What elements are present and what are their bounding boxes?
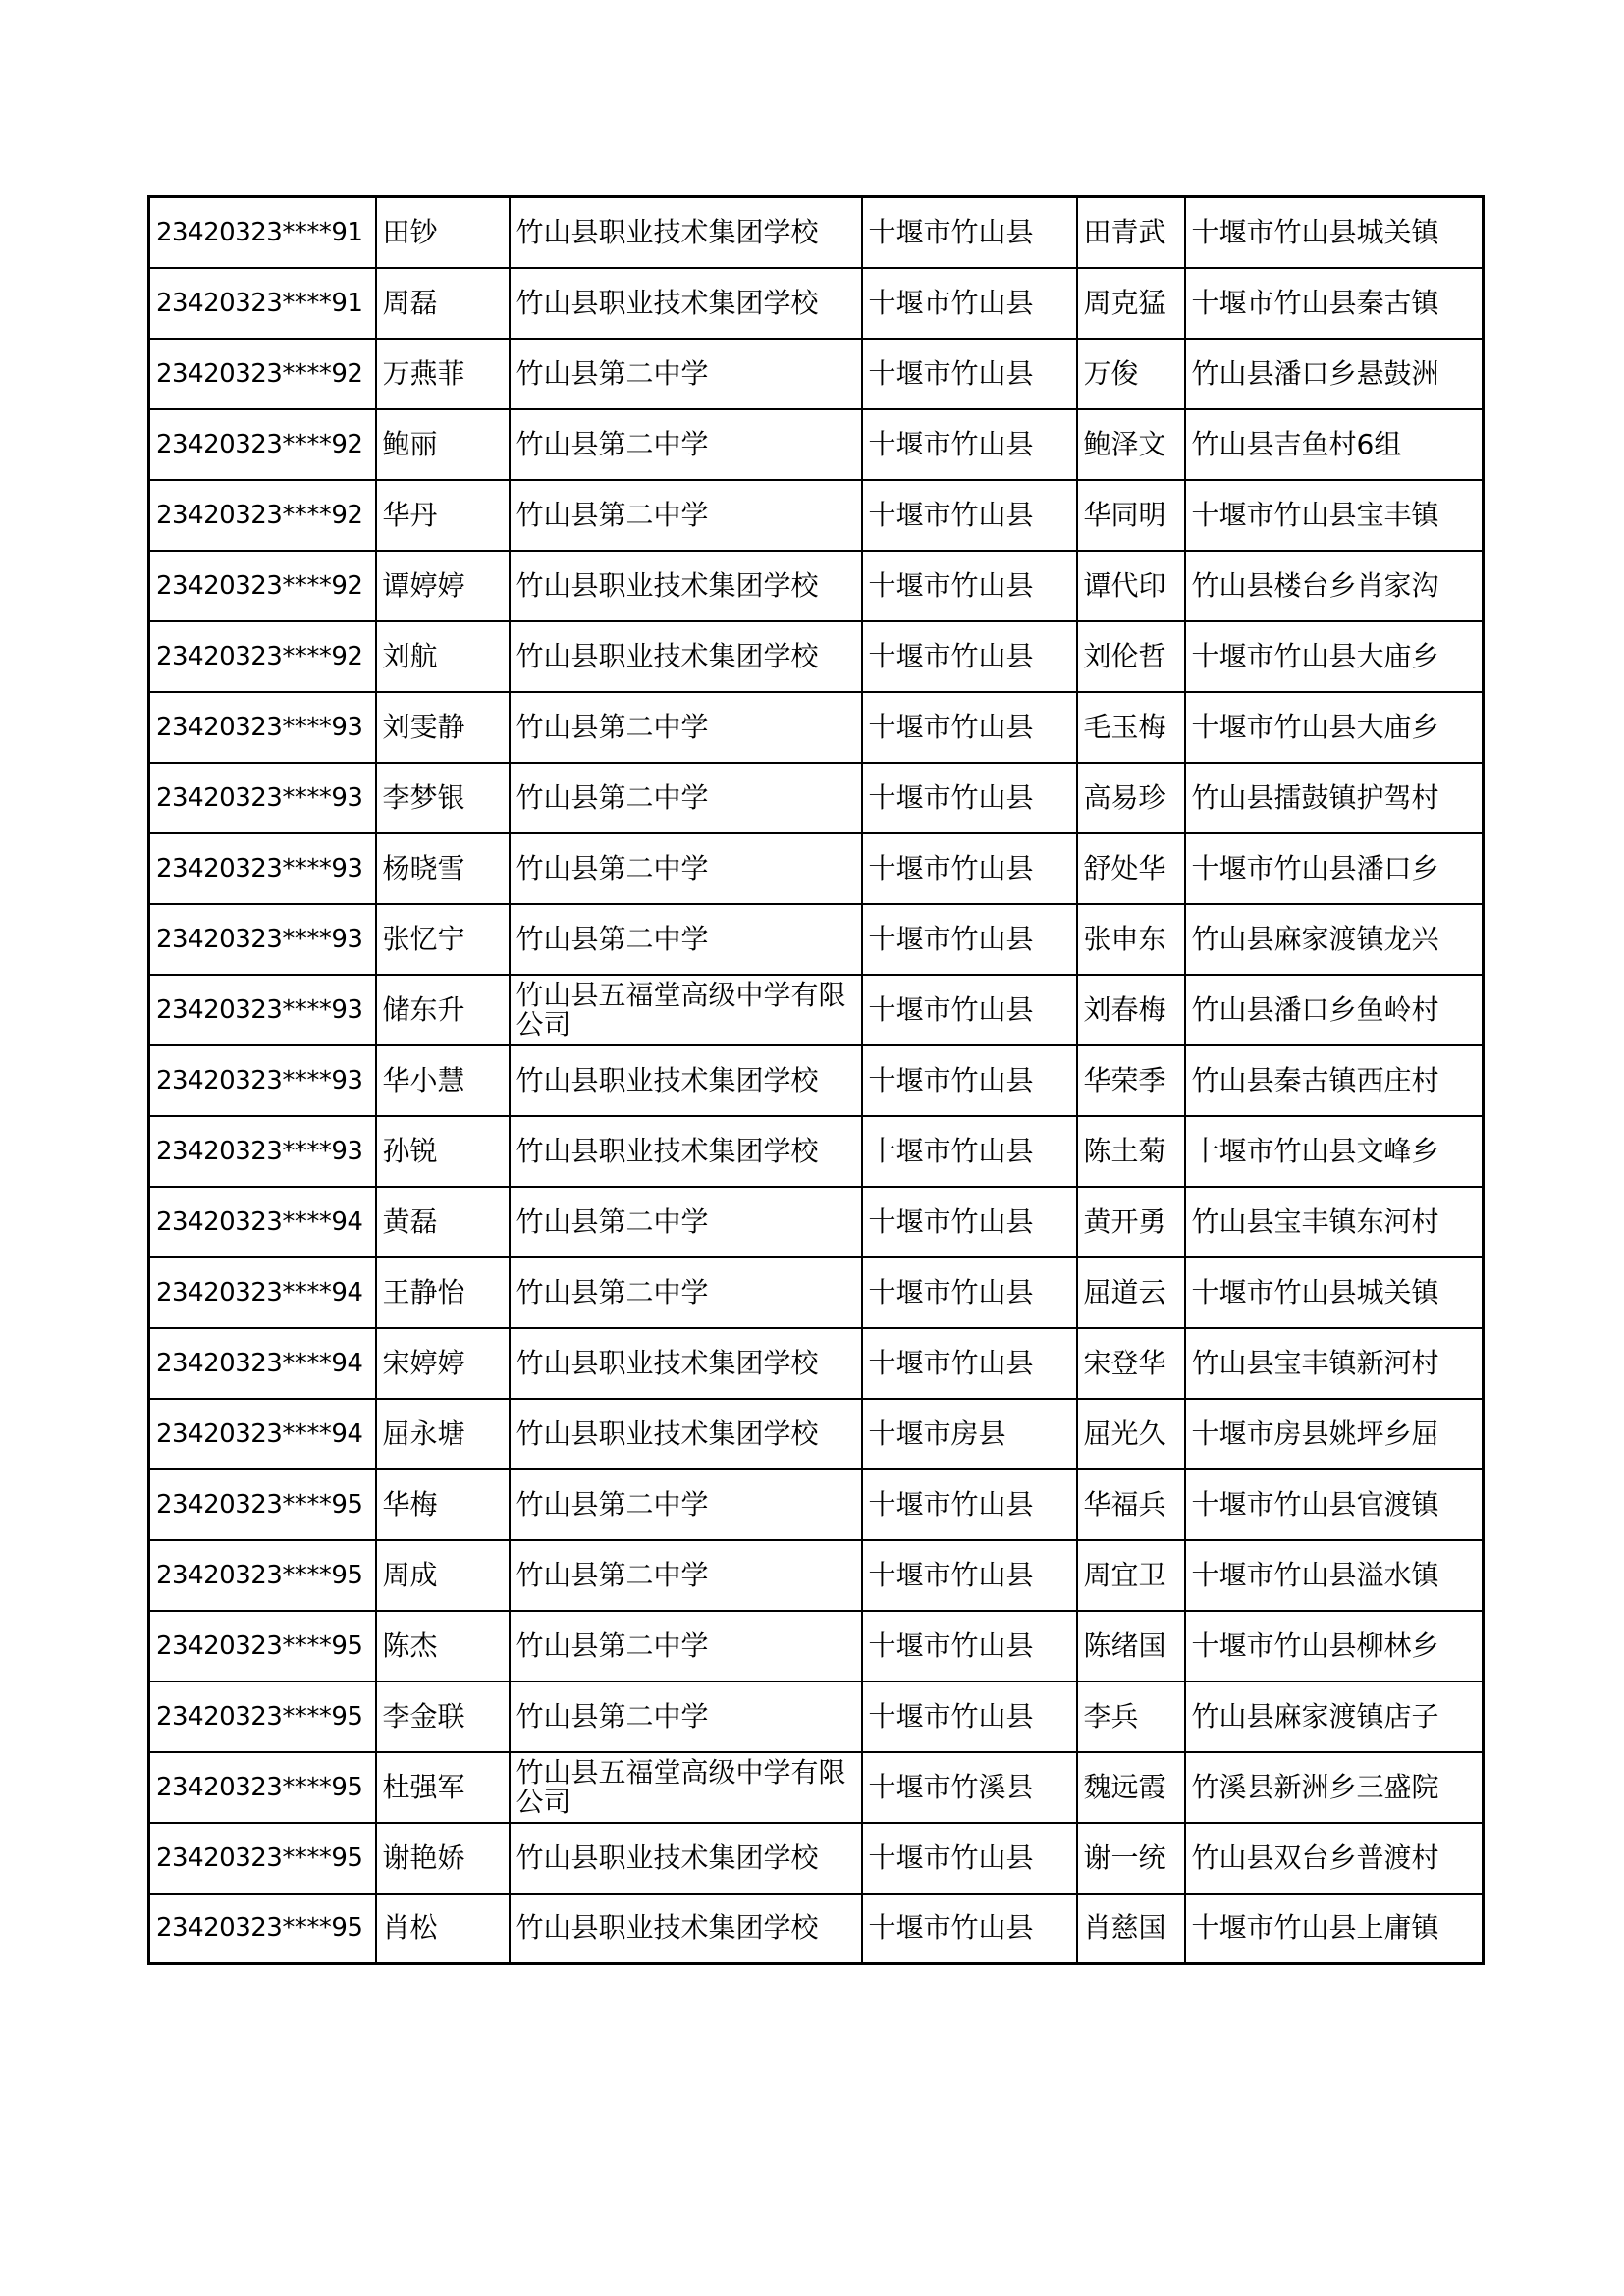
cell-school: 竹山县第二中学 [510,1682,862,1752]
table-row [149,1682,1484,1752]
cell-student-name: 李金联 [376,1682,510,1752]
cell-address: 竹山县吉鱼村6组 [1185,409,1484,480]
cell-address: 十堰市竹山县宝丰镇 [1185,480,1484,551]
table-row [149,1469,1484,1540]
cell-region: 十堰市竹山县 [862,904,1077,975]
cell-school: 竹山县职业技术集团学校 [510,551,862,621]
table-row [149,1257,1484,1328]
table-row [149,904,1484,975]
cell-id-number: 23420323****94 [149,1187,376,1257]
cell-address: 十堰市竹山县官渡镇 [1185,1469,1484,1540]
table-row [149,1045,1484,1116]
cell-region: 十堰市竹山县 [862,1469,1077,1540]
cell-address: 十堰市竹山县溢水镇 [1185,1540,1484,1611]
cell-student-name: 华梅 [376,1469,510,1540]
cell-guardian-name: 华同明 [1077,480,1185,551]
cell-address: 十堰市房县姚坪乡屈 [1185,1399,1484,1469]
cell-guardian-name: 鲍泽文 [1077,409,1185,480]
cell-id-number: 23420323****93 [149,975,376,1045]
cell-id-number: 23420323****95 [149,1752,376,1823]
cell-region: 十堰市竹山县 [862,692,1077,763]
cell-region: 十堰市竹山县 [862,409,1077,480]
cell-guardian-name: 屈光久 [1077,1399,1185,1469]
cell-student-name: 谢艳娇 [376,1823,510,1894]
cell-address: 十堰市竹山县大庙乡 [1185,621,1484,692]
table-row [149,1540,1484,1611]
cell-student-name: 华小慧 [376,1045,510,1116]
cell-id-number: 23420323****94 [149,1399,376,1469]
cell-id-number: 23420323****95 [149,1611,376,1682]
cell-student-name: 王静怡 [376,1257,510,1328]
table-row [149,1611,1484,1682]
cell-school: 竹山县第二中学 [510,1611,862,1682]
table-row [149,1752,1484,1823]
cell-id-number: 23420323****95 [149,1469,376,1540]
cell-id-number: 23420323****93 [149,833,376,904]
cell-school: 竹山县第二中学 [510,904,862,975]
cell-school: 竹山县职业技术集团学校 [510,621,862,692]
cell-student-name: 肖松 [376,1894,510,1964]
cell-id-number: 23420323****93 [149,692,376,763]
cell-guardian-name: 张申东 [1077,904,1185,975]
cell-student-name: 田钞 [376,197,510,268]
table-row [149,339,1484,409]
cell-school: 竹山县第二中学 [510,409,862,480]
cell-school: 竹山县第二中学 [510,480,862,551]
cell-id-number: 23420323****93 [149,763,376,833]
cell-region: 十堰市竹山县 [862,480,1077,551]
cell-school: 竹山县第二中学 [510,1187,862,1257]
cell-address: 竹溪县新洲乡三盛院 [1185,1752,1484,1823]
cell-address: 竹山县潘口乡鱼岭村 [1185,975,1484,1045]
cell-school: 竹山县职业技术集团学校 [510,1116,862,1187]
cell-region: 十堰市竹溪县 [862,1752,1077,1823]
table-row [149,1328,1484,1399]
cell-id-number: 23420323****95 [149,1540,376,1611]
cell-address: 十堰市竹山县城关镇 [1185,1257,1484,1328]
cell-school: 竹山县职业技术集团学校 [510,1823,862,1894]
cell-student-name: 周磊 [376,268,510,339]
cell-id-number: 23420323****92 [149,339,376,409]
cell-school: 竹山县第二中学 [510,833,862,904]
cell-school: 竹山县第二中学 [510,339,862,409]
cell-student-name: 储东升 [376,975,510,1045]
cell-school: 竹山县第二中学 [510,1257,862,1328]
cell-student-name: 刘雯静 [376,692,510,763]
cell-guardian-name: 黄开勇 [1077,1187,1185,1257]
cell-id-number: 23420323****93 [149,1116,376,1187]
cell-address: 十堰市竹山县秦古镇 [1185,268,1484,339]
cell-region: 十堰市竹山县 [862,1611,1077,1682]
cell-region: 十堰市竹山县 [862,1116,1077,1187]
cell-address: 竹山县宝丰镇新河村 [1185,1328,1484,1399]
cell-region: 十堰市竹山县 [862,1823,1077,1894]
cell-guardian-name: 陈土菊 [1077,1116,1185,1187]
cell-region: 十堰市竹山县 [862,197,1077,268]
cell-region: 十堰市竹山县 [862,1187,1077,1257]
table-row [149,975,1484,1045]
table-row [149,1823,1484,1894]
cell-student-name: 刘航 [376,621,510,692]
table-row [149,1116,1484,1187]
cell-guardian-name: 舒处华 [1077,833,1185,904]
table-row [149,409,1484,480]
cell-student-name: 周成 [376,1540,510,1611]
table-row [149,1399,1484,1469]
cell-guardian-name: 肖慈国 [1077,1894,1185,1964]
cell-guardian-name: 万俊 [1077,339,1185,409]
cell-address: 竹山县宝丰镇东河村 [1185,1187,1484,1257]
cell-school: 竹山县职业技术集团学校 [510,1045,862,1116]
cell-guardian-name: 华荣季 [1077,1045,1185,1116]
cell-address: 十堰市竹山县大庙乡 [1185,692,1484,763]
table-row [149,197,1484,268]
cell-address: 竹山县麻家渡镇店子 [1185,1682,1484,1752]
cell-region: 十堰市竹山县 [862,1045,1077,1116]
table-row [149,763,1484,833]
cell-student-name: 屈永塘 [376,1399,510,1469]
cell-school: 竹山县第二中学 [510,692,862,763]
cell-id-number: 23420323****92 [149,551,376,621]
cell-address: 十堰市竹山县柳林乡 [1185,1611,1484,1682]
cell-guardian-name: 魏远霞 [1077,1752,1185,1823]
table-row [149,621,1484,692]
cell-school: 竹山县第二中学 [510,1540,862,1611]
cell-student-name: 鲍丽 [376,409,510,480]
cell-region: 十堰市竹山县 [862,833,1077,904]
cell-address: 十堰市竹山县潘口乡 [1185,833,1484,904]
table-row [149,692,1484,763]
cell-school: 竹山县五福堂高级中学有限公司 [510,975,862,1045]
cell-school: 竹山县职业技术集团学校 [510,1399,862,1469]
cell-id-number: 23420323****95 [149,1682,376,1752]
cell-address: 竹山县楼台乡肖家沟 [1185,551,1484,621]
cell-region: 十堰市竹山县 [862,1328,1077,1399]
cell-address: 竹山县擂鼓镇护驾村 [1185,763,1484,833]
cell-address: 十堰市竹山县上庸镇 [1185,1894,1484,1964]
cell-guardian-name: 刘春梅 [1077,975,1185,1045]
cell-guardian-name: 周宜卫 [1077,1540,1185,1611]
cell-school: 竹山县职业技术集团学校 [510,1328,862,1399]
cell-region: 十堰市竹山县 [862,268,1077,339]
cell-student-name: 孙锐 [376,1116,510,1187]
cell-guardian-name: 周克猛 [1077,268,1185,339]
cell-guardian-name: 毛玉梅 [1077,692,1185,763]
cell-guardian-name: 谭代印 [1077,551,1185,621]
cell-student-name: 李梦银 [376,763,510,833]
cell-student-name: 华丹 [376,480,510,551]
cell-id-number: 23420323****92 [149,621,376,692]
cell-student-name: 张忆宁 [376,904,510,975]
cell-student-name: 黄磊 [376,1187,510,1257]
cell-guardian-name: 田青武 [1077,197,1185,268]
cell-id-number: 23420323****91 [149,197,376,268]
cell-address: 十堰市竹山县城关镇 [1185,197,1484,268]
cell-guardian-name: 宋登华 [1077,1328,1185,1399]
cell-id-number: 23420323****95 [149,1894,376,1964]
table-row [149,1894,1484,1964]
cell-address: 十堰市竹山县文峰乡 [1185,1116,1484,1187]
cell-id-number: 23420323****92 [149,480,376,551]
cell-guardian-name: 谢一统 [1077,1823,1185,1894]
cell-student-name: 杜强军 [376,1752,510,1823]
cell-guardian-name: 刘伦哲 [1077,621,1185,692]
table-row [149,833,1484,904]
table-row [149,268,1484,339]
cell-guardian-name: 李兵 [1077,1682,1185,1752]
cell-region: 十堰市竹山县 [862,339,1077,409]
roster-table [147,195,1485,1965]
cell-school: 竹山县职业技术集团学校 [510,268,862,339]
cell-student-name: 谭婷婷 [376,551,510,621]
cell-school: 竹山县职业技术集团学校 [510,197,862,268]
cell-id-number: 23420323****92 [149,409,376,480]
cell-guardian-name: 陈绪国 [1077,1611,1185,1682]
cell-id-number: 23420323****94 [149,1257,376,1328]
cell-id-number: 23420323****91 [149,268,376,339]
cell-id-number: 23420323****94 [149,1328,376,1399]
cell-guardian-name: 屈道云 [1077,1257,1185,1328]
cell-guardian-name: 华福兵 [1077,1469,1185,1540]
cell-address: 竹山县双台乡普渡村 [1185,1823,1484,1894]
cell-guardian-name: 高易珍 [1077,763,1185,833]
cell-address: 竹山县潘口乡悬鼓洲 [1185,339,1484,409]
cell-region: 十堰市竹山县 [862,621,1077,692]
cell-student-name: 宋婷婷 [376,1328,510,1399]
cell-region: 十堰市房县 [862,1399,1077,1469]
cell-id-number: 23420323****93 [149,1045,376,1116]
cell-id-number: 23420323****93 [149,904,376,975]
cell-school: 竹山县第二中学 [510,763,862,833]
cell-school: 竹山县五福堂高级中学有限公司 [510,1752,862,1823]
cell-region: 十堰市竹山县 [862,763,1077,833]
table-row [149,1187,1484,1257]
cell-region: 十堰市竹山县 [862,975,1077,1045]
cell-student-name: 万燕菲 [376,339,510,409]
table-row [149,480,1484,551]
table-row [149,551,1484,621]
cell-region: 十堰市竹山县 [862,1894,1077,1964]
cell-address: 竹山县麻家渡镇龙兴 [1185,904,1484,975]
cell-student-name: 杨晓雪 [376,833,510,904]
cell-id-number: 23420323****95 [149,1823,376,1894]
cell-school: 竹山县第二中学 [510,1469,862,1540]
cell-region: 十堰市竹山县 [862,1682,1077,1752]
cell-student-name: 陈杰 [376,1611,510,1682]
cell-school: 竹山县职业技术集团学校 [510,1894,862,1964]
roster-table-body [149,197,1484,1964]
cell-address: 竹山县秦古镇西庄村 [1185,1045,1484,1116]
cell-region: 十堰市竹山县 [862,551,1077,621]
cell-region: 十堰市竹山县 [862,1257,1077,1328]
cell-region: 十堰市竹山县 [862,1540,1077,1611]
